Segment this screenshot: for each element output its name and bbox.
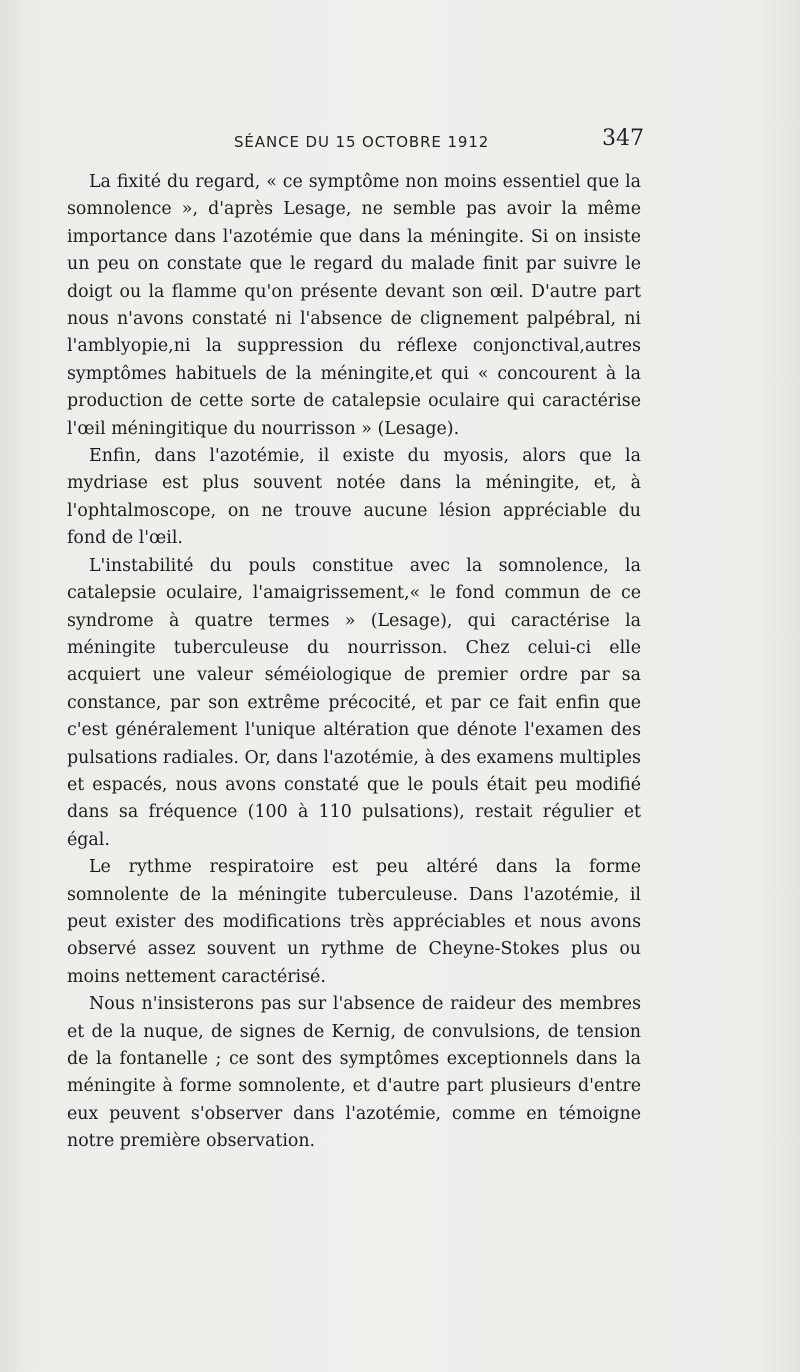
- page-number: 347: [602, 126, 644, 151]
- running-title: SÉANCE DU 15 OCTOBRE 1912: [234, 133, 490, 151]
- page-header: [234, 126, 644, 156]
- paragraph: La fixité du regard, « ce symptôme non moins essentiel que la somnolence », d'après Lesage, ne semble pas avoir la même importance dans l'azotémie que dans la méningite. Si on insiste un peu on constate que le regard du malade finit par suivre le doigt ou la flamme qu'on présente devant son œil. D'autre part nous n'avons constaté ni l'absence de clignement palpébral, ni l'amblyopie,ni la suppression du réflexe conjonctival,autres symptômes habituels de la méningite,et qui « concourent à la production de cette sorte de catalepsie oculaire qui caractérise l'œil méningitique du nourrisson » (Lesage).: [67, 172, 641, 439]
- paragraph: L'instabilité du pouls constitue avec la somnolence, la catalepsie oculaire, l'amaigrissement,« le fond commun de ce syndrome à quatre termes » (Lesage), qui caractérise la méningite tuberculeuse du nourrisson. Chez celui-ci elle acquiert une valeur séméiologique de premier ordre par sa constance, par son extrême précocité, et par ce fait enfin que c'est généralement l'unique altération que dénote l'examen des pulsations radiales. Or, dans l'azotémie, à des examens multiples et espacés, nous avons constaté que le pouls était peu modifié dans sa fréquence (100 à 110 pulsations), restait régulier et égal.: [67, 555, 641, 850]
- body-text: [67, 169, 641, 1156]
- paragraph: Nous n'insisterons pas sur l'absence de raideur des membres et de la nuque, de signes de Kernig, de convulsions, de tension de la fontanelle ; ce sont des symptômes exceptionnels dans la méningite à forme somnolente, et d'autre part plusieurs d'entre eux peuvent s'observer dans l'azotémie, comme en témoigne notre première observation.: [67, 994, 641, 1152]
- paragraph: Le rythme respiratoire est peu altéré dans la forme somnolente de la méningite tuberculeuse. Dans l'azotémie, il peut exister des modifications très appréciables et nous avons observé assez souvent un rythme de Cheyne-Stokes plus ou moins nettement caractérisé.: [67, 857, 641, 987]
- paragraph: Enfin, dans l'azotémie, il existe du myosis, alors que la mydriase est plus souvent notée dans la méningite, et, à l'ophtalmoscope, on ne trouve aucune lésion appréciable du fond de l'œil.: [67, 446, 641, 549]
